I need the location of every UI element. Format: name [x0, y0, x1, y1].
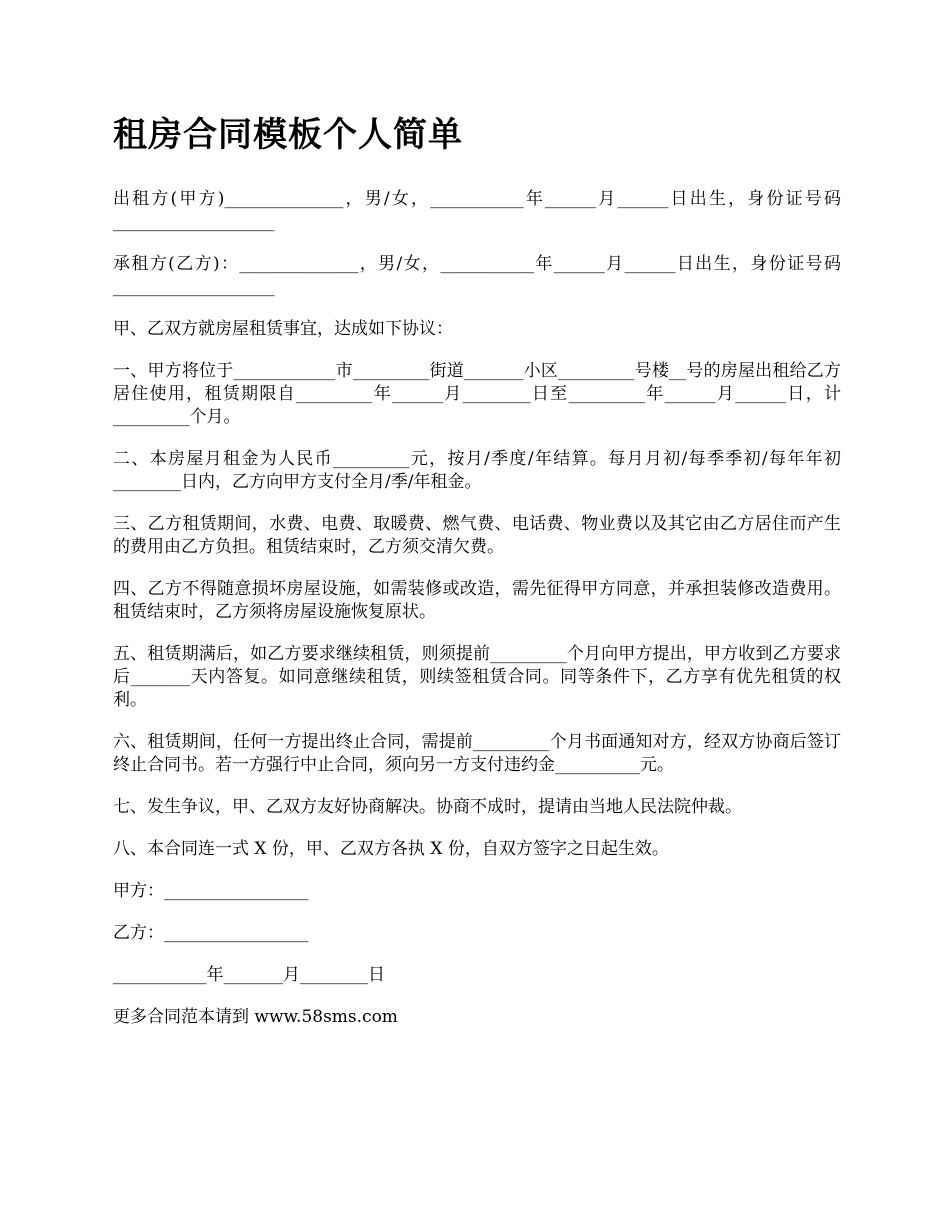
- clause-2: 二、本房屋月租金为人民币_________元，按月/季度/年结算。每月月初/每季季初/每年年初________日内，乙方向甲方支付全月/季/年租金。: [113, 449, 841, 492]
- clause-3: 三、乙方租赁期间，水费、电费、取暖费、燃气费、电话费、物业费以及其它由乙方居住而产生的费用由乙方负担。租赁结束时，乙方须交清欠费。: [113, 514, 841, 557]
- lessor-paragraph: 出租方(甲方)______________，男/女，___________年______月______日出生，身份证号码___________________: [113, 189, 841, 232]
- clause-1: 一、甲方将位于____________市_________街道_______小区_________号楼__号的房屋出租给乙方居住使用，租赁期限自_________年______月________日至_________年______月______日，计_________个月。: [113, 361, 841, 427]
- contract-document: [113, 112, 841, 1048]
- clause-4: 四、乙方不得随意损坏房屋设施，如需装修或改造，需先征得甲方同意，并承担装修改造费用。租赁结束时，乙方须将房屋设施恢复原状。: [113, 579, 841, 622]
- signature-date: ___________年_______月________日: [113, 965, 385, 985]
- document-title: 租房合同模板个人简单: [113, 115, 463, 155]
- clause-5: 五、租赁期满后，如乙方要求继续租赁，则须提前_________个月向甲方提出，甲方收到乙方要求后_______天内答复。如同意继续租赁，则续签租赁合同。同等条件下，乙方享有优先租赁的权利。: [113, 644, 841, 710]
- party-a-signature: 甲方：_________________: [113, 881, 309, 901]
- lessee-paragraph: 承租方(乙方)：______________，男/女，___________年______月______日出生，身份证号码___________________: [113, 254, 841, 297]
- clause-6: 六、租赁期间，任何一方提出终止合同，需提前_________个月书面通知对方，经双方协商后签订终止合同书。若一方强行中止合同，须向另一方支付违约金__________元。: [113, 732, 841, 775]
- party-b-signature: 乙方：_________________: [113, 923, 309, 943]
- clause-8: 八、本合同连一式 X 份，甲、乙双方各执 X 份，自双方签字之日起生效。: [113, 839, 669, 859]
- clause-7: 七、发生争议，甲、乙双方友好协商解决。协商不成时，提请由当地人民法院仲裁。: [113, 797, 742, 817]
- agreement-intro: 甲、乙双方就房屋租赁事宜，达成如下协议：: [113, 319, 453, 339]
- footer-link-text: 更多合同范本请到 www.58sms.com: [113, 1007, 398, 1027]
